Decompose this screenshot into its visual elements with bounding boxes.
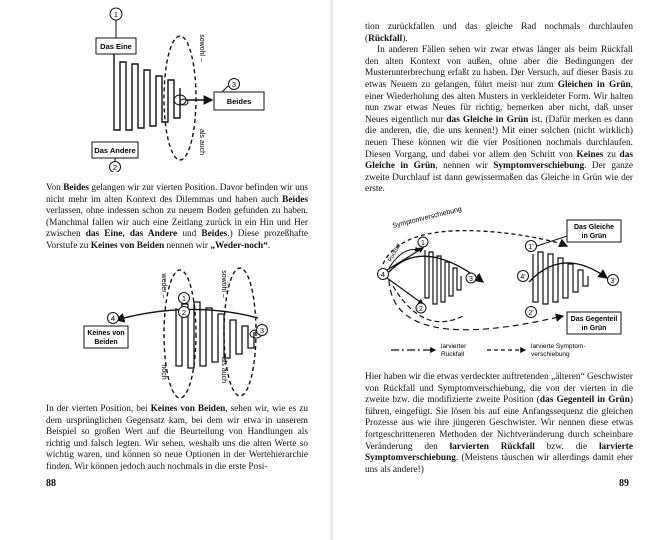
svg-text:4: 4 bbox=[110, 314, 116, 323]
paragraph-rueckfall-end: tion zurückfallen und das gleiche Rad nochmals durchlaufen (Rückfall). In anderen Fällen sehen wir zwar etwas länger als beim Rückfall den alten Kontext von außen, ohne aber die Bedingungen der Musterunterbrechung erfaßt zu haben. Der Versuch, auf dieser Basis zu etwas Neuem zu gelangen, führt meist nur zum Gleichen in Grün, einer Wiederholung des alten Musters in verkleideter Form. Wir halten nun zwar etwas Neues für richtig, bemerken aber nicht, daß unser Neues eigentlich nur das Gleiche in Grün ist. (Dafür merken es dann die anderen, die, die uns kennen!) Mit einer solchen (nicht wirklich) neuen These können wir die vier Positionen nochmals durchlaufen. Diesen Vorgang, und dabei vor allem den Schritt von Keines zu das Gleiche in Grün, nennen wir Symptomverschiebung. Der ganze zweite Durchlauf ist dann gewissermaßen das Gleiche in Grün wie der erste. bbox=[365, 22, 634, 195]
svg-text:3: 3 bbox=[231, 80, 237, 89]
svg-text:Beides: Beides bbox=[226, 97, 252, 106]
svg-text:Symptomverschiebung: Symptomverschiebung bbox=[391, 206, 463, 230]
oscillation-curve bbox=[114, 54, 180, 130]
gleiche-label-line1: Das Gleiche bbox=[573, 224, 615, 231]
page-number-left: 88 bbox=[46, 478, 56, 489]
svg-text:noch: noch bbox=[160, 364, 167, 380]
svg-text:1: 1 bbox=[181, 294, 187, 303]
gleiche-label-line2: in Grün bbox=[581, 233, 607, 240]
figure-keines-von-beiden bbox=[80, 262, 290, 400]
paragraph-weder-noch: Von Beides gelangen wir zur vierten Position. Davor befinden wir uns nicht mehr im alten Kontext des Dilemmas und haben auch Beides verlassen, ohne indessen schon zu neuem Boden gefunden zu haben. (Manchmal fallen wir auch eine Zeitlang zurück in ein Hin und Her zwischen das Eine, das Andere und Beides.) Diese prozeßhafte Vorstufe zu Keines von Beiden nennen wir „Weder-noch“. bbox=[46, 183, 308, 251]
svg-text:2: 2 bbox=[181, 308, 187, 317]
svg-text:Das Eine: Das Eine bbox=[100, 42, 132, 51]
svg-text:als auch: als auch bbox=[198, 128, 205, 156]
svg-text:sowohl –: sowohl – bbox=[220, 270, 227, 298]
svg-text:3': 3' bbox=[610, 278, 616, 285]
svg-text:1': 1' bbox=[528, 244, 534, 251]
figure-symptomverschiebung bbox=[363, 206, 635, 366]
svg-text:Rückfall: Rückfall bbox=[441, 351, 465, 358]
page-number-right: 89 bbox=[619, 478, 629, 489]
svg-text:sowohl –: sowohl – bbox=[198, 34, 205, 62]
svg-text:Das Andere: Das Andere bbox=[94, 146, 136, 155]
keines-label-line2: Beiden bbox=[94, 339, 118, 346]
keines-label-line1: Keines von bbox=[87, 330, 125, 337]
svg-text:larvierte Symptom-: larvierte Symptom- bbox=[531, 343, 586, 350]
svg-text:als auch: als auch bbox=[220, 356, 227, 384]
svg-text:3: 3 bbox=[469, 276, 473, 283]
gegenteil-label-line1: Das Gegenteil bbox=[570, 316, 618, 323]
svg-text:3: 3 bbox=[259, 326, 265, 335]
weder-noch-ellipse bbox=[164, 270, 196, 398]
figure-dilemma-beides bbox=[80, 2, 285, 172]
svg-text:larvierter: larvierter bbox=[441, 343, 467, 350]
gegenteil-label-line2: in Grün bbox=[581, 325, 607, 332]
svg-text:verschiebung: verschiebung bbox=[531, 351, 570, 358]
svg-text:2: 2 bbox=[419, 306, 423, 313]
right-page bbox=[333, 0, 666, 540]
svg-text:1: 1 bbox=[113, 10, 119, 19]
svg-text:2': 2' bbox=[528, 310, 534, 317]
svg-text:Rückfall: Rückfall bbox=[387, 243, 403, 263]
svg-text:4': 4' bbox=[520, 274, 526, 281]
svg-text:1: 1 bbox=[421, 240, 425, 247]
paragraph-larvierter-rueckfall: Hier haben wir die etwas verdeckter auftretenden „älteren“ Geschwister von Rückfall und Symptomverschiebung, die von der vierten in die zweite bzw. die modifizierte zweite Position (das Gegenteil in Grün) führen, eingefügt. Sie lösen bis auf eine Anfangssequenz die gleichen Prozesse aus wie ihre jüngeren Geschwister. Wir nennen diese etwas fortgeschritteneren Methoden der Nichtveränderung durch scheinbare Veränderung den larvierten Rückfall bzw. die larvierte Symptomverschiebung. (Meistens täuschen wir allerdings damit eher uns als andere!) bbox=[365, 372, 634, 475]
svg-text:weder –: weder – bbox=[160, 273, 167, 299]
svg-text:2: 2 bbox=[112, 163, 118, 172]
paragraph-vierte-position: In der vierten Position, bei Keines von Beiden, sehen wir, wie es zu dem ursprünglichen Gegensatz kam, bei dem wir etwa in unserem Beispiel so großen Wert auf die Beurteilung von Handlungen als richtig und falsch legten. Wir sehen, weshalb uns die alten Werte so wichtig waren, und können so neue Optionen in der Wertehierarchie finden. Wir können jedoch auch nochmals in die erste Posi- bbox=[46, 404, 308, 472]
svg-text:4: 4 bbox=[380, 270, 386, 279]
